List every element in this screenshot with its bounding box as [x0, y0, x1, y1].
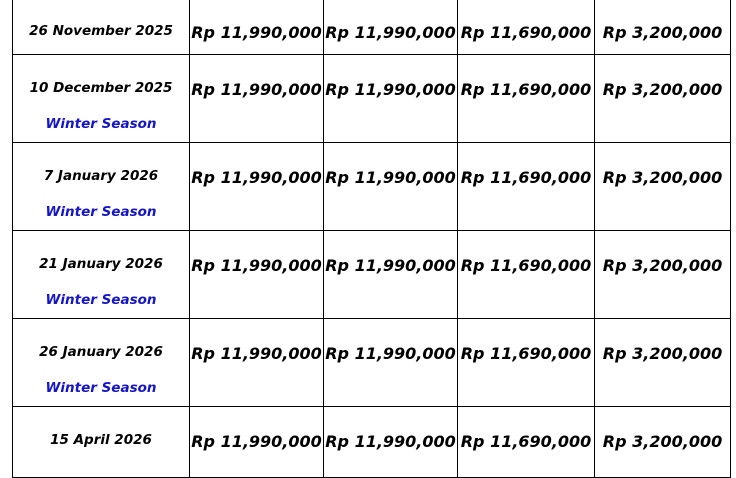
price-value: Rp 11,990,000: [191, 432, 322, 451]
departure-date-cell: [13, 231, 190, 319]
table-row: [13, 407, 731, 478]
price-cell: [324, 143, 458, 231]
departure-price-table: [12, 0, 731, 478]
price-value: Rp 11,690,000: [460, 168, 592, 187]
price-cell: [458, 143, 595, 231]
price-value: Rp 3,200,000: [602, 344, 723, 363]
departure-date: 26 January 2026: [39, 344, 163, 360]
season-label: Winter Season: [45, 204, 157, 220]
price-cell: [324, 0, 458, 55]
price-cell: [190, 55, 324, 143]
departure-date-cell: [13, 143, 190, 231]
price-value: Rp 3,200,000: [602, 168, 723, 187]
price-cell: [595, 0, 731, 55]
departure-date-cell: [13, 55, 190, 143]
table-row: [13, 319, 731, 407]
departure-date: 7 January 2026: [43, 168, 159, 184]
price-cell: [190, 143, 324, 231]
table-row: [13, 231, 731, 319]
price-value: Rp 11,990,000: [191, 80, 322, 99]
price-cell: [595, 143, 731, 231]
departure-date-cell: [13, 407, 190, 478]
price-value: Rp 11,990,000: [325, 168, 456, 187]
price-value: Rp 3,200,000: [602, 256, 723, 275]
price-cell: [458, 55, 595, 143]
price-value: Rp 11,990,000: [191, 344, 322, 363]
price-value: Rp 11,990,000: [325, 256, 456, 275]
price-cell: [595, 231, 731, 319]
price-cell: [458, 0, 595, 55]
price-value: Rp 11,690,000: [460, 80, 592, 99]
table-row: [13, 0, 731, 55]
departure-date: 21 January 2026: [39, 256, 163, 272]
price-cell: [190, 319, 324, 407]
price-cell: [458, 319, 595, 407]
price-value: Rp 11,990,000: [191, 256, 322, 275]
price-value: Rp 11,690,000: [460, 432, 592, 451]
table-row: [13, 55, 731, 143]
departure-date: 15 April 2026: [50, 432, 152, 448]
departure-date: 10 December 2025: [29, 80, 173, 96]
price-cell: [324, 231, 458, 319]
season-label: Winter Season: [45, 380, 157, 396]
price-value: Rp 3,200,000: [602, 432, 723, 451]
price-cell: [595, 407, 731, 478]
price-value: Rp 11,990,000: [325, 23, 456, 42]
season-label: Winter Season: [45, 292, 157, 308]
price-cell: [324, 319, 458, 407]
departure-date-cell: [13, 0, 190, 55]
price-value: Rp 3,200,000: [602, 23, 723, 42]
season-label: Winter Season: [45, 116, 157, 132]
price-value: Rp 11,990,000: [191, 168, 322, 187]
departure-date: 26 November 2025: [29, 23, 173, 39]
price-value: Rp 11,990,000: [325, 344, 456, 363]
price-value: Rp 11,690,000: [460, 256, 592, 275]
price-value: Rp 11,990,000: [325, 432, 456, 451]
table-row: [13, 143, 731, 231]
price-cell: [324, 407, 458, 478]
price-cell: [595, 55, 731, 143]
price-cell: [324, 55, 458, 143]
price-cell: [190, 231, 324, 319]
price-cell: [190, 407, 324, 478]
price-value: Rp 11,990,000: [191, 23, 322, 42]
price-cell: [458, 407, 595, 478]
price-value: Rp 11,990,000: [325, 80, 456, 99]
price-value: Rp 3,200,000: [602, 80, 723, 99]
departure-date-cell: [13, 319, 190, 407]
price-value: Rp 11,690,000: [460, 344, 592, 363]
price-cell: [458, 231, 595, 319]
price-cell: [595, 319, 731, 407]
price-value: Rp 11,690,000: [460, 23, 592, 42]
price-cell: [190, 0, 324, 55]
